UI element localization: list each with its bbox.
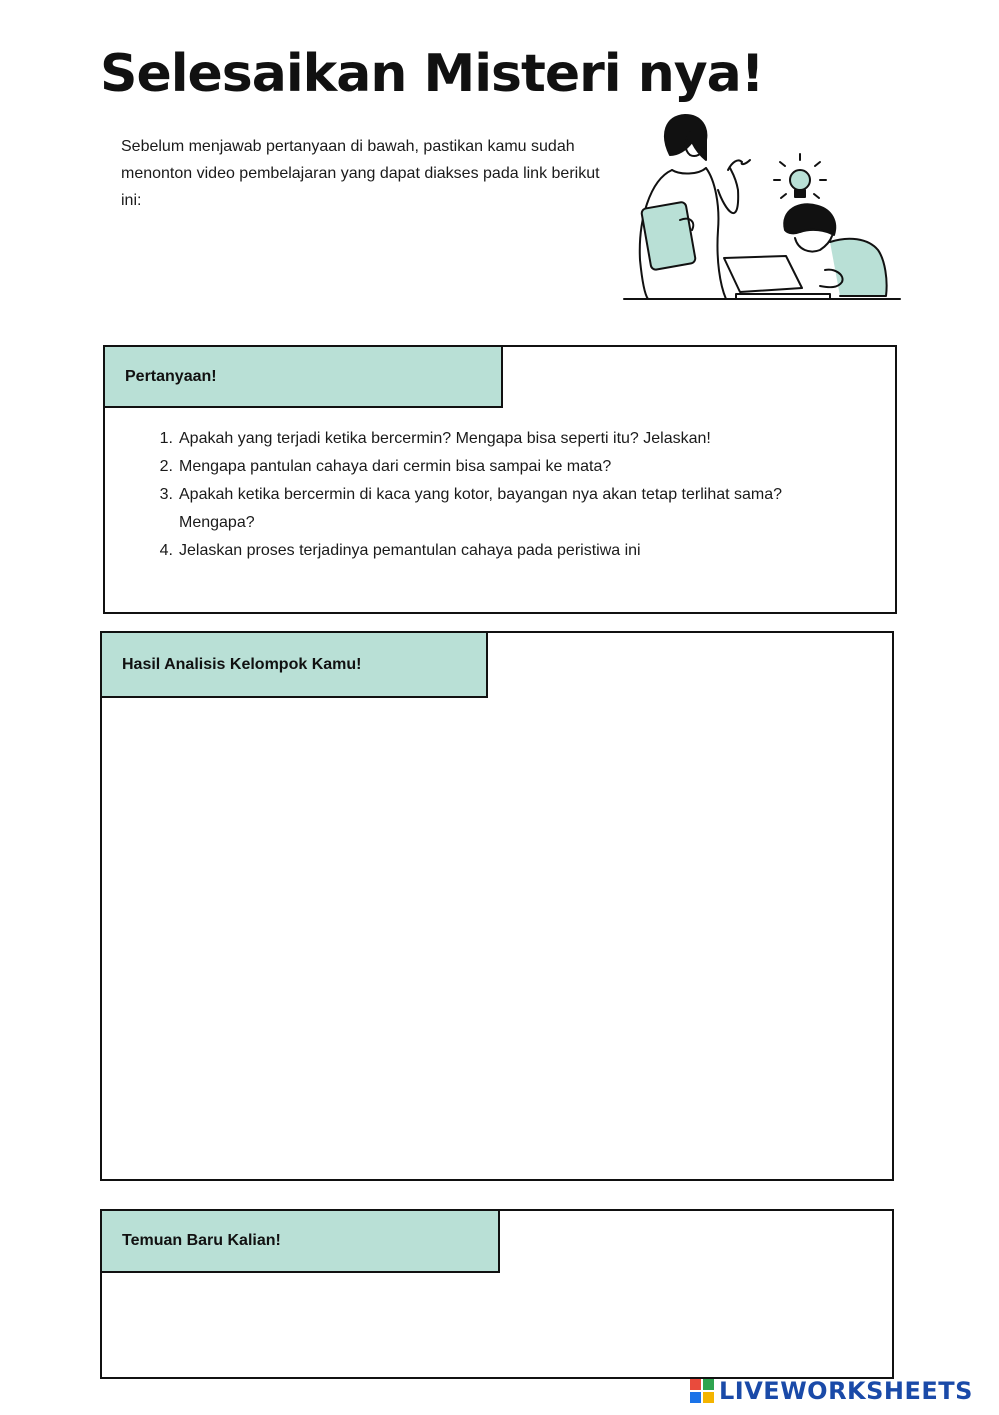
question-number: 3. [159, 486, 173, 503]
question-number: 4. [159, 542, 173, 559]
question-text: Apakah ketika bercermin di kaca yang kotor, bayangan nya akan tetap terlihat sama? Mengapa? [179, 486, 783, 531]
question-text: Jelaskan proses terjadinya pemantulan cahaya pada peristiwa ini [179, 542, 641, 559]
question-item [153, 453, 859, 481]
page-title: Selesaikan Misteri nya! [100, 44, 764, 104]
lightbulb-icon [774, 154, 826, 198]
question-number: 1. [159, 430, 173, 447]
findings-label: Temuan Baru Kalian! [100, 1209, 500, 1273]
laptop-icon [724, 256, 830, 299]
findings-answer-box[interactable] [100, 1209, 894, 1379]
questions-label: Pertanyaan! [103, 345, 503, 408]
question-text: Apakah yang terjadi ketika bercermin? Mengapa bisa seperti itu? Jelaskan! [179, 430, 711, 447]
tablet-icon [641, 201, 696, 270]
analysis-answer-box[interactable] [100, 631, 894, 1181]
questions-box [103, 345, 897, 614]
liveworksheets-footer [689, 1376, 973, 1406]
question-item [153, 425, 859, 453]
question-item [153, 537, 859, 565]
teacher-student-illustration [620, 110, 905, 305]
questions-list [153, 425, 859, 565]
liveworksheets-logo-icon [689, 1378, 715, 1404]
question-item [153, 481, 859, 537]
brand-name: LIVEWORKSHEETS [719, 1377, 973, 1405]
question-text: Mengapa pantulan cahaya dari cermin bisa sampai ke mata? [179, 458, 612, 475]
intro-text: Sebelum menjawab pertanyaan di bawah, pastikan kamu sudah menonton video pembelajaran yang dapat diakses pada link berikut ini: [121, 138, 600, 209]
analysis-label: Hasil Analisis Kelompok Kamu! [100, 631, 488, 698]
question-number: 2. [159, 458, 173, 475]
